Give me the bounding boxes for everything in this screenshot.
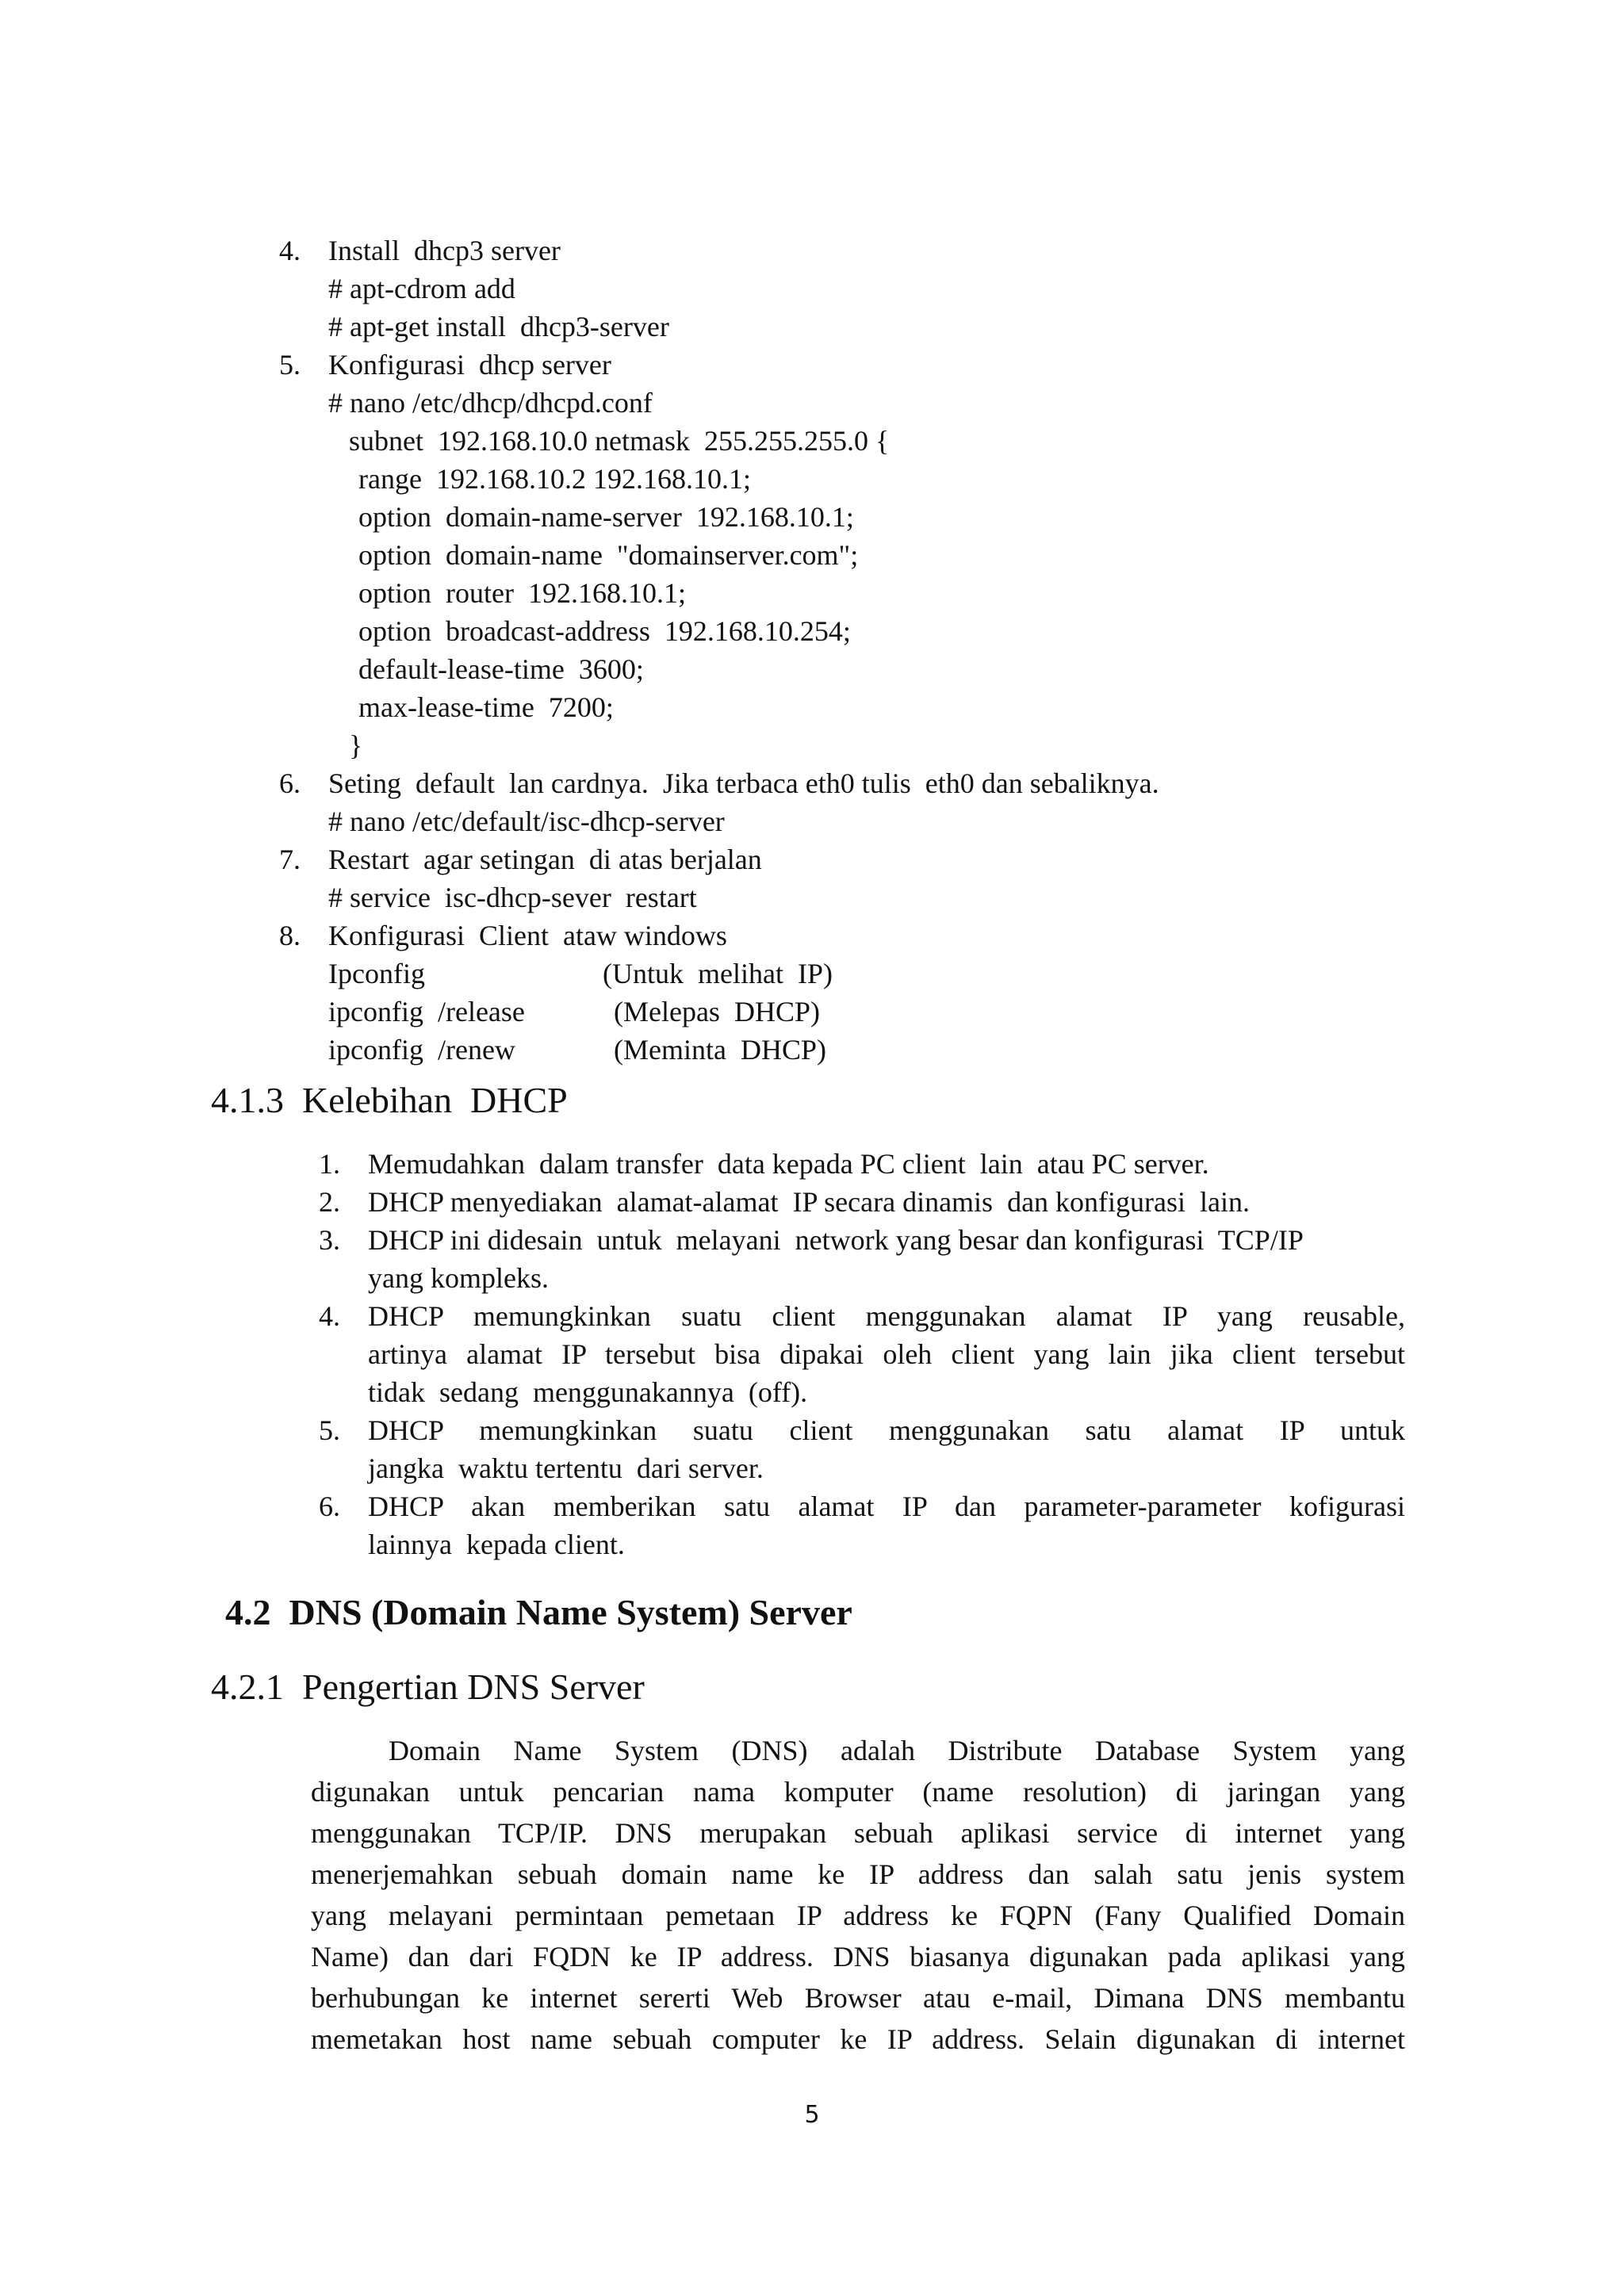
- client-command: ipconfig /renew: [328, 1034, 515, 1066]
- list-item: tidak sedang menggunakannya (off).: [368, 1376, 808, 1408]
- step-number: 8.: [279, 920, 301, 951]
- list-item: DHCP memungkinkan suatu client menggunakan alamat IP yang reusable,: [368, 1300, 1405, 1332]
- config-line: default-lease-time 3600;: [358, 653, 644, 685]
- paragraph-line: Name) dan dari FQDN ke IP address. DNS biasanya digunakan pada aplikasi yang: [311, 1941, 1405, 1973]
- paragraph-line: digunakan untuk pencarian nama komputer (name resolution) di jaringan yang: [311, 1776, 1405, 1808]
- list-item: Memudahkan dalam transfer data kepada PC client lain atau PC server.: [368, 1148, 1209, 1180]
- paragraph-line: menggunakan TCP/IP. DNS merupakan sebuah aplikasi service di internet yang: [311, 1817, 1405, 1849]
- list-number: 2.: [319, 1186, 340, 1218]
- section-heading: 4.2 DNS (Domain Name System) Server: [225, 1592, 852, 1632]
- list-item: DHCP memungkinkan suatu client menggunakan satu alamat IP untuk: [368, 1414, 1405, 1446]
- command-line: # nano /etc/dhcp/dhcpd.conf: [328, 387, 653, 419]
- step-title: Konfigurasi Client ataw windows: [328, 920, 727, 951]
- list-item: artinya alamat IP tersebut bisa dipakai oleh client yang lain jika client tersebut: [368, 1338, 1405, 1370]
- step-number: 7.: [279, 844, 301, 875]
- step-number: 4.: [279, 235, 301, 266]
- client-command: Ipconfig: [328, 958, 425, 989]
- config-line: option domain-name "domainserver.com";: [358, 539, 859, 571]
- section-heading: 4.1.3 Kelebihan DHCP: [211, 1080, 568, 1120]
- list-item: jangka waktu tertentu dari server.: [368, 1452, 764, 1484]
- command-line: # service isc-dhcp-sever restart: [328, 882, 697, 913]
- step-title: Restart agar setingan di atas berjalan: [328, 844, 762, 875]
- step-number: 6.: [279, 767, 301, 799]
- page-number: 5: [804, 2101, 820, 2129]
- section-heading: 4.2.1 Pengertian DNS Server: [211, 1667, 645, 1707]
- list-item: yang kompleks.: [368, 1262, 549, 1294]
- list-number: 4.: [319, 1300, 340, 1332]
- config-line: range 192.168.10.2 192.168.10.1;: [358, 463, 751, 495]
- client-command-desc: (Meminta DHCP): [614, 1034, 826, 1066]
- list-number: 6.: [319, 1490, 340, 1522]
- config-line: max-lease-time 7200;: [358, 691, 614, 723]
- command-line: # nano /etc/default/isc-dhcp-server: [328, 806, 725, 837]
- config-line: option router 192.168.10.1;: [358, 577, 686, 609]
- config-open: subnet 192.168.10.0 netmask 255.255.255.0 {: [349, 425, 890, 457]
- config-line: option broadcast-address 192.168.10.254;: [358, 615, 851, 647]
- list-number: 1.: [319, 1148, 340, 1180]
- step-title: Seting default lan cardnya. Jika terbaca eth0 tulis eth0 dan sebaliknya.: [328, 767, 1159, 799]
- list-item: DHCP menyediakan alamat-alamat IP secara dinamis dan konfigurasi lain.: [368, 1186, 1250, 1218]
- list-number: 5.: [319, 1414, 340, 1446]
- command-line: # apt-cdrom add: [328, 273, 515, 304]
- paragraph-line: memetakan host name sebuah computer ke IP address. Selain digunakan di internet: [311, 2023, 1405, 2055]
- config-line: option domain-name-server 192.168.10.1;: [358, 501, 854, 533]
- client-command-desc: (Untuk melihat IP): [603, 958, 833, 989]
- command-line: # apt-get install dhcp3-server: [328, 311, 669, 342]
- client-command: ipconfig /release: [328, 996, 525, 1027]
- paragraph-line: yang melayani permintaan pemetaan IP address ke FQPN (Fany Qualified Domain: [311, 1900, 1405, 1931]
- list-item: DHCP ini didesain untuk melayani network yang besar dan konfigurasi TCP/IP: [368, 1224, 1304, 1256]
- list-item: DHCP akan memberikan satu alamat IP dan parameter-parameter kofigurasi: [368, 1490, 1405, 1522]
- paragraph-line: berhubungan ke internet sererti Web Browser atau e-mail, Dimana DNS membantu: [311, 1982, 1405, 2014]
- paragraph-line: menerjemahkan sebuah domain name ke IP address dan salah satu jenis system: [311, 1858, 1405, 1890]
- step-number: 5.: [279, 349, 301, 381]
- list-item: lainnya kepada client.: [368, 1529, 625, 1560]
- client-command-desc: (Melepas DHCP): [614, 996, 820, 1027]
- list-number: 3.: [319, 1224, 340, 1256]
- config-close: }: [349, 729, 363, 761]
- step-title: Install dhcp3 server: [328, 235, 561, 266]
- step-title: Konfigurasi dhcp server: [328, 349, 611, 381]
- paragraph-line: Domain Name System (DNS) adalah Distribute Database System yang: [389, 1735, 1405, 1766]
